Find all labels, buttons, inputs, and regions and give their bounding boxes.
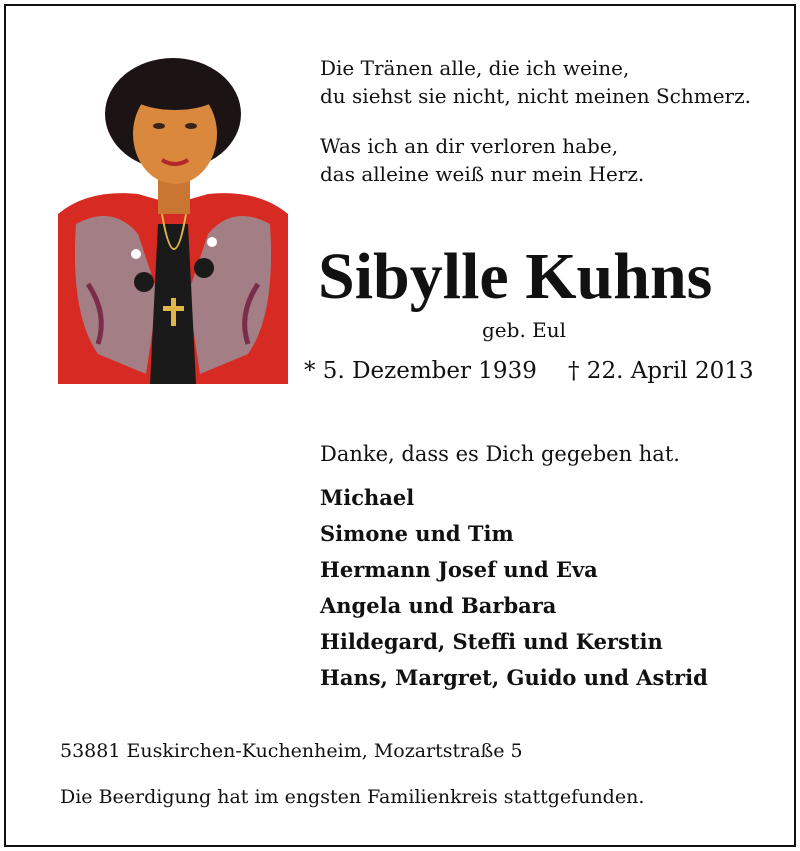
mourner-entry: Hermann Josef und Eva	[320, 557, 598, 582]
thanks-line: Danke, dass es Dich gegeben hat.	[320, 442, 680, 466]
poem-line: Was ich an dir verloren habe,	[320, 134, 619, 158]
poem-stanza-2	[320, 132, 644, 188]
death-date: † 22. April 2013	[568, 358, 754, 384]
mourner-entry: Hildegard, Steffi und Kerstin	[320, 629, 663, 654]
poem-line: das alleine weiß nur mein Herz.	[320, 162, 645, 186]
maiden-name: geb. Eul	[482, 318, 567, 342]
birth-date: * 5. Dezember 1939	[304, 358, 537, 384]
mourner-entry: Angela und Barbara	[320, 593, 557, 618]
deceased-name: Sibylle Kuhns	[318, 240, 713, 313]
portrait-photo	[58, 54, 288, 384]
family-address: 53881 Euskirchen-Kuchenheim, Mozartstraße 5	[60, 740, 523, 762]
poem-stanza-1	[320, 54, 751, 110]
mourner-entry: Hans, Margret, Guido und Astrid	[320, 665, 708, 690]
mourners-list	[320, 482, 708, 698]
mourner-entry: Simone und Tim	[320, 521, 514, 546]
poem-line: Die Tränen alle, die ich weine,	[320, 56, 630, 80]
poem-line: du siehst sie nicht, nicht meinen Schmerz.	[320, 84, 751, 108]
obituary-notice	[4, 4, 796, 847]
funeral-note: Die Beerdigung hat im engsten Familienkreis stattgefunden.	[60, 786, 645, 808]
mourner-entry: Michael	[320, 485, 415, 510]
